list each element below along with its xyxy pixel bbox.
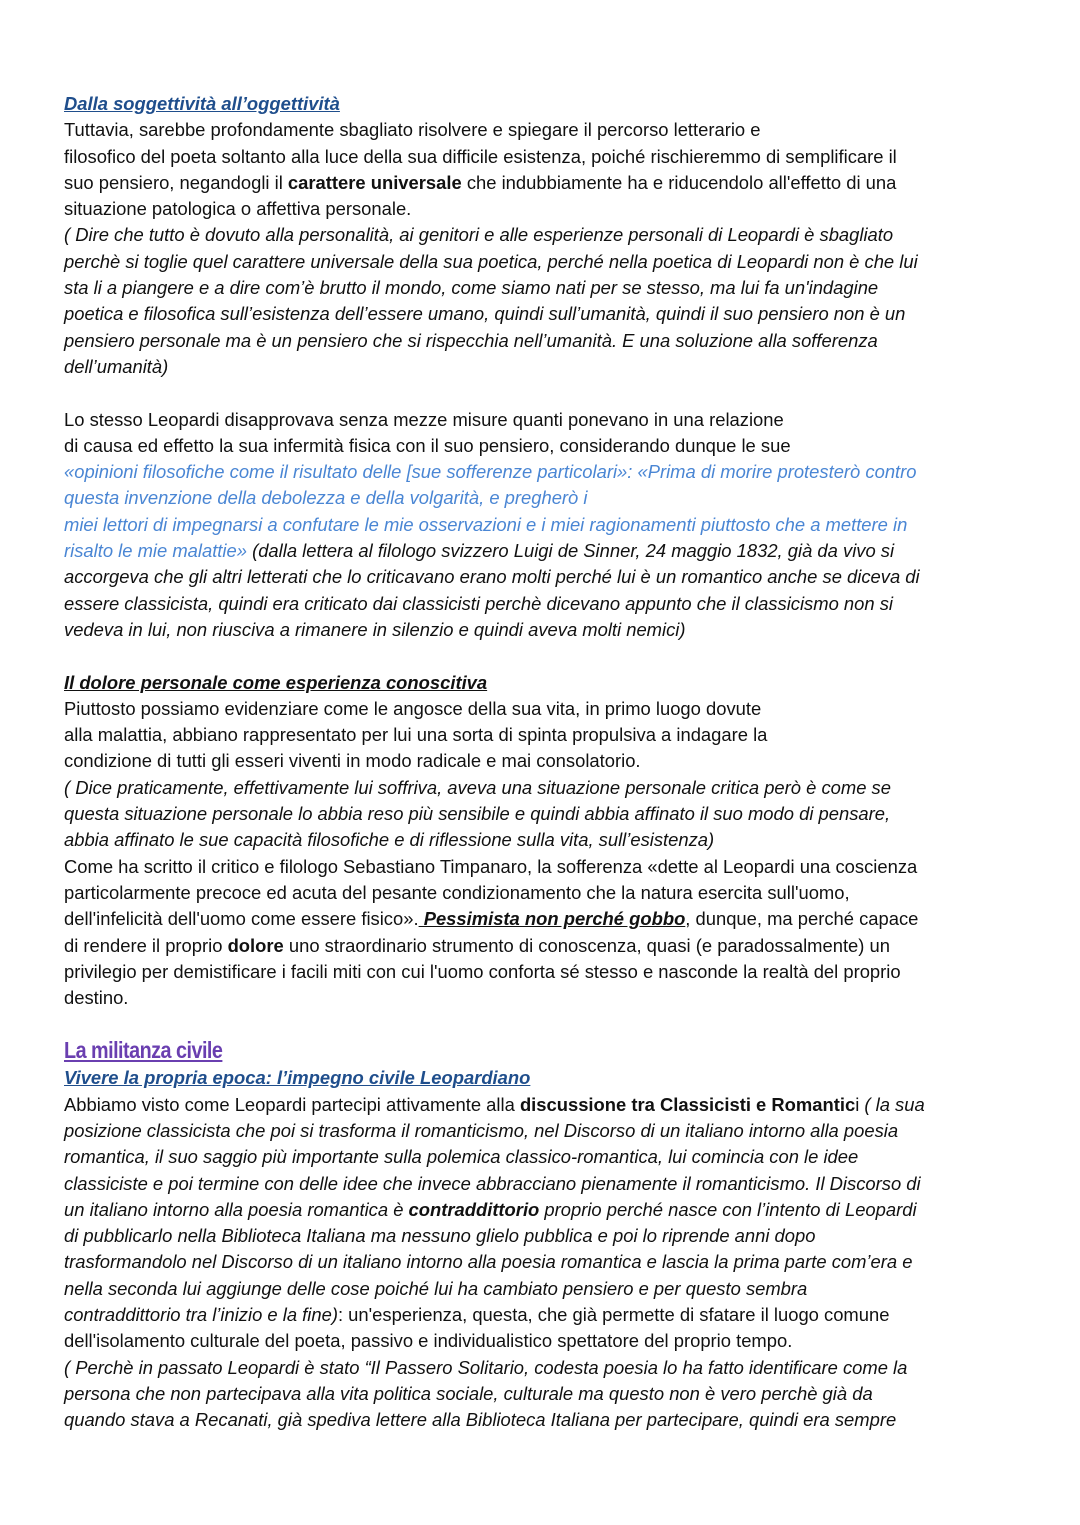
- text-span: di rendere il proprio: [64, 934, 228, 956]
- section-heading-dolore: Il dolore personale come esperienza conoscitiva: [64, 671, 488, 693]
- text-span: un italiano intorno alla poesia romantica è: [64, 1198, 409, 1220]
- note-span: (dalla lettera al filologo svizzero Luigi de Sinner, 24 maggio 1832, già da vivo si: [246, 540, 895, 562]
- text-span: , dunque, ma perché capace: [685, 908, 919, 930]
- text-span: uno straordinario strumento di conoscenza, quasi (e paradossalmente) un: [283, 934, 890, 956]
- text-line: [64, 933, 1024, 959]
- text-line: abbia affinato le sue capacità filosofiche e di riflessione sulla vita, sull’esistenza): [64, 829, 715, 851]
- text-line: posizione classicista che poi si trasforma il romanticismo, nel Discorso di un italiano intorno alla poesia: [64, 1119, 899, 1141]
- text-line: ( Dire che tutto è dovuto alla personalità, ai genitori e alle esperienze personali di Leopardi è sbagliato: [64, 224, 894, 246]
- text-line: [64, 170, 1024, 196]
- bold-text: contraddittorio: [408, 1198, 540, 1220]
- text-line: Come ha scritto il critico e filologo Sebastiano Timpanaro, la sofferenza «dette al Leopardi una coscienza: [64, 855, 918, 877]
- text-span: dell'infelicità dell'uomo come essere fisico».: [64, 908, 419, 930]
- text-line: pensiero personale ma è un pensiero che si rispecchia nell’umanità. E una soluzione alla sofferenza: [64, 329, 878, 351]
- text-line: privilegio per demistificare i facili miti con cui l'uomo conforta sé stesso e nasconde la realtà del proprio: [64, 960, 901, 982]
- text-line: trasformandolo nel Discorso di un italiano intorno alla poesia romantica e lascia la prima parte com’era e: [64, 1251, 913, 1273]
- text-line: [64, 1197, 1024, 1223]
- section-heading-epoca: Vivere la propria epoca: l’impegno civile Leopardiano: [64, 1067, 531, 1089]
- text-span: i: [855, 1093, 860, 1115]
- text-line: di pubblicarlo nella Biblioteca Italiana ma nessuno glielo pubblica e poi lo riprende anni dopo: [64, 1225, 816, 1247]
- text-line: classiciste e poi termine con delle idee che invece abbracciano pienamente il romanticismo. Il Discorso di: [64, 1172, 921, 1194]
- paragraph: [64, 854, 1024, 1012]
- note-paragraph: [64, 222, 1024, 380]
- text-line: [64, 1092, 1024, 1118]
- text-line: dell'isolamento culturale del poeta, passivo e individualistico spettatore del proprio tempo.: [64, 1330, 793, 1352]
- text-line: Tuttavia, sarebbe profondamente sbagliato risolvere e spiegare il percorso letterario e: [64, 119, 761, 141]
- quote-line: risalto le mie malattie»: [64, 540, 247, 562]
- text-line: questa situazione personale lo abbia reso più sensibile e quindi abbia affinato il suo modo di pensare,: [64, 803, 891, 825]
- text-span: Abbiamo visto come Leopardi partecipi attivamente alla: [64, 1093, 520, 1115]
- text-line: accorgeva che gli altri letterati che lo criticavano erano molti perché lui è un romantico anche se diceva di: [64, 566, 920, 588]
- text-span: che indubbiamente ha e riducendolo all'effetto di una: [461, 171, 897, 193]
- text-line: vedeva in lui, non riusciva a rimanere in silenzio e quindi aveva molti nemici): [64, 618, 686, 640]
- text-line: essere classicista, quindi era criticato dai classicisti perchè dicevano appunto che il classicismo non si: [64, 592, 893, 614]
- text-line: [64, 1302, 1024, 1328]
- text-line: perchè si toglie quel carattere universale della sua poetica, perché nella poetica di Leopardi non è che lui: [64, 250, 918, 272]
- text-line: ( Perchè in passato Leopardi è stato “Il Passero Solitario, codesta poesia lo ha fatto identificare come la: [64, 1356, 908, 1378]
- note-span: contraddittorio tra l’inizio e la fine): [64, 1304, 338, 1326]
- text-line: Lo stesso Leopardi disapprovava senza mezze misure quanti ponevano in una relazione: [64, 408, 784, 430]
- text-span: suo pensiero, negandogli il: [64, 171, 288, 193]
- note-paragraph: [64, 1355, 1024, 1434]
- emphasis-text: Pessimista non perché gobbo: [418, 908, 686, 930]
- paragraph: [64, 1092, 1024, 1355]
- document-page: [64, 91, 1024, 1434]
- paragraph: [64, 407, 1024, 460]
- text-line: ( Dice praticamente, effettivamente lui soffriva, aveva una situazione personale critica però è come se: [64, 776, 891, 798]
- text-line: [64, 538, 1024, 564]
- note-paragraph: [64, 775, 1024, 854]
- note-span: ( la sua: [859, 1093, 925, 1115]
- paragraph: [64, 696, 1024, 775]
- text-line: poetica e filosofica sull’esistenza dell’essere umano, quindi sull’umanità, quindi il suo pensiero non è un: [64, 303, 906, 325]
- text-line: dell’umanità): [64, 355, 169, 377]
- text-line: Piuttosto possiamo evidenziare come le angosce della sua vita, in primo luogo dovute: [64, 697, 762, 719]
- text-line: filosofico del poeta soltanto alla luce della sua difficile esistenza, poiché rischieremmo di semplificare il: [64, 145, 897, 167]
- section-heading-soggettivita: Dalla soggettività all’oggettività: [64, 93, 340, 114]
- text-line: situazione patologica o affettiva personale.: [64, 198, 412, 220]
- text-line: di causa ed effetto la sua infermità fisica con il suo pensiero, considerando dunque le sue: [64, 434, 791, 456]
- text-span: : un'esperienza, questa, che già permette di sfatare il luogo comune: [337, 1304, 890, 1326]
- text-span: proprio perché nasce con l’intento di Leopardi: [539, 1198, 917, 1220]
- text-line: persona che non partecipava alla vita politica sociale, culturale ma questo non è vero perchè già da: [64, 1382, 873, 1404]
- quote-line: «opinioni filosofiche come il risultato delle [sue sofferenze particolari»: «Prima di morire protesterò contro: [64, 461, 917, 483]
- text-line: particolarmente precoce ed acuta del pesante condizionamento che la natura esercita sull'uomo,: [64, 881, 850, 903]
- bold-text: carattere universale: [287, 171, 462, 193]
- paragraph: [64, 117, 1024, 222]
- quote-line: miei lettori di impegnarsi a confutare le mie osservazioni e i miei ragionamenti piuttosto che a mettere in: [64, 513, 908, 535]
- text-line: condizione di tutti gli esseri viventi in modo radicale e mai consolatorio.: [64, 750, 641, 772]
- quote-line: questa invenzione della debolezza e della volgarità, e pregherò i: [64, 487, 588, 509]
- bold-text: discussione tra Classicisti e Romantic: [519, 1093, 856, 1115]
- text-line: [64, 906, 1024, 932]
- text-line: nella seconda lui aggiunge delle cose poiché lui ha cambiato pensiero e per questo sembra: [64, 1277, 808, 1299]
- section-title-militanza: La militanza civile: [64, 1037, 223, 1064]
- text-line: alla malattia, abbiano rappresentato per lui una sorta di spinta propulsiva a indagare la: [64, 724, 768, 746]
- text-line: romantica, il suo saggio più importante sulla polemica classico-romantica, lui comincia con le idee: [64, 1146, 859, 1168]
- quote-block: [64, 459, 1024, 643]
- text-line: quando stava a Recanati, già spediva lettere alla Biblioteca Italiana per partecipare, quindi era sempre: [64, 1409, 897, 1431]
- bold-text: dolore: [227, 934, 284, 956]
- text-line: destino.: [64, 987, 129, 1009]
- text-line: sta li a piangere e a dire com’è brutto il mondo, come siamo nati per se stesso, ma lui fa un'indagine: [64, 277, 879, 299]
